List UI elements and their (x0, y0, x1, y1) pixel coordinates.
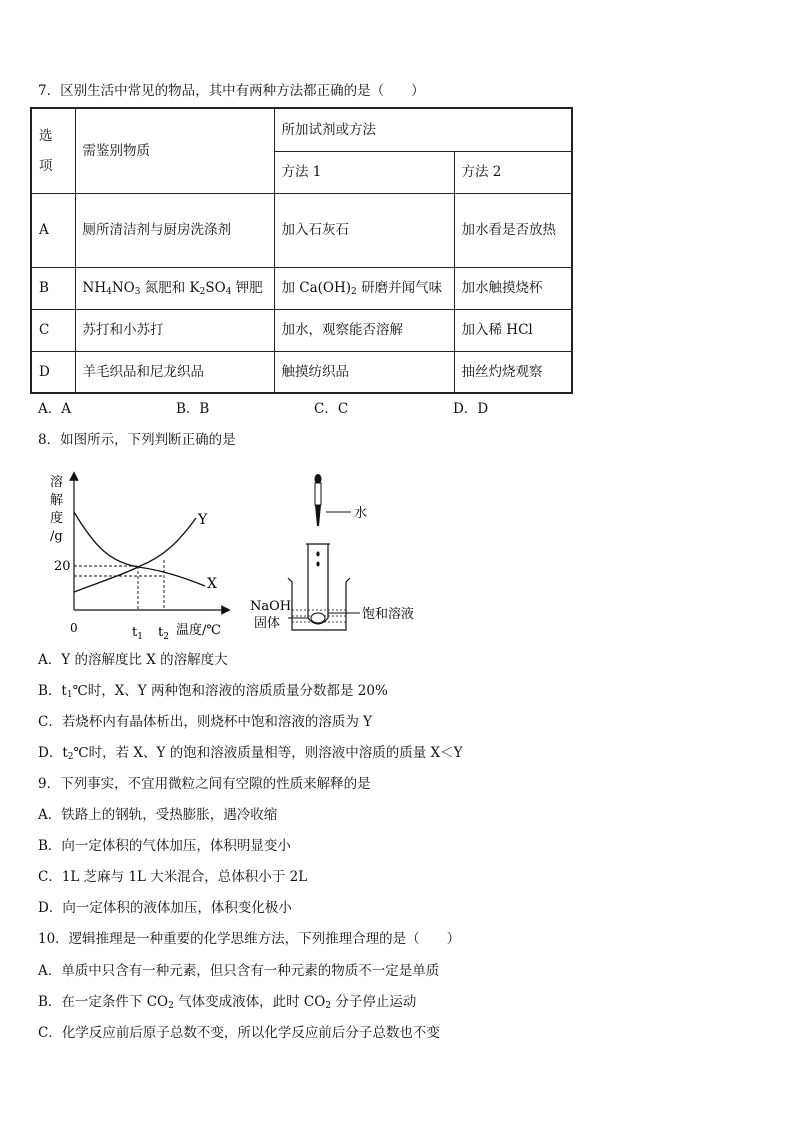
q7-row-c-option: C (31, 309, 75, 351)
q7-table (30, 107, 573, 394)
q7-row-a-method1: 加入石灰石 (274, 193, 454, 267)
q7-option-b: B．B (176, 401, 210, 417)
q7-row-d-option: D (31, 351, 75, 393)
table-row (31, 309, 572, 351)
q7-stem: 7．区别生活中常见的物品，其中有两种方法都正确的是（ ） (38, 83, 425, 99)
solubility-graph (40, 462, 240, 642)
naoh-label-1: NaOH (250, 599, 292, 614)
q7-header-method2: 方法 2 (454, 151, 572, 193)
solution-label: 饱和溶液 (362, 607, 415, 622)
q7-row-b-substance: $NH_4NO_3$ 氮肥和 $K_2SO_4$ 钾肥 (75, 267, 274, 309)
q7-header-substance: 需鉴别物质 (75, 108, 274, 193)
q7-header-method1: 方法 1 (274, 151, 454, 193)
drop-1 (316, 552, 319, 557)
q7-row-d-substance: 羊毛织品和尼龙织品 (75, 351, 274, 393)
q7-row-d-method2: 抽丝灼烧观察 (454, 351, 572, 393)
curve-x (74, 512, 205, 586)
table-row (31, 351, 572, 393)
naoh-label-2: 固体 (254, 616, 281, 631)
q7-row-a-option: A (31, 193, 75, 267)
graph-ylabel-1: 溶 (50, 475, 64, 490)
naoh-solid (311, 613, 325, 623)
q8-option-d: D．$t_2℃$时，若 X、Y 的饱和溶液质量相等，则溶液中溶质的质量 X＜Y (38, 745, 463, 762)
q9-option-c: C．1L 芝麻与 1L 大米混合，总体积小于 2L (38, 869, 308, 885)
q7-row-c-substance: 苏打和小苏打 (75, 309, 274, 351)
dropper-tube (315, 505, 321, 526)
q8-option-a: A．Y 的溶解度比 X 的溶解度大 (38, 652, 228, 668)
q7-row-b-method1: 加 $Ca(OH)_2$ 研磨并闻气味 (274, 267, 454, 309)
table-row (31, 193, 572, 267)
q8-option-b: B．$t_1℃$时，X、Y 两种饱和溶液的溶质质量分数都是 20% (38, 683, 388, 700)
table-row (31, 267, 572, 309)
graph-origin: 0 (70, 621, 78, 635)
q7-row-a-method2: 加水看是否放热 (454, 193, 572, 267)
q9-option-d: D．向一定体积的液体加压，体积变化极小 (38, 900, 292, 916)
q10-stem: 10．逻辑推理是一种重要的化学思维方法，下列推理合理的是（ ） (38, 931, 461, 947)
q7-row-c-method2: 加入稀 HCl (454, 309, 572, 351)
q8-option-c: C．若烧杯内有晶体析出，则烧杯中饱和溶液的溶质为 Y (38, 714, 373, 730)
q7-option-d: D．D (453, 401, 489, 417)
water-label: 水 (354, 506, 368, 521)
q7-header-method-group: 所加试剂或方法 (274, 108, 572, 151)
q8-stem: 8．如图所示，下列判断正确的是 (38, 432, 236, 448)
q10-option-a: A．单质中只含有一种元素，但只含有一种元素的物质不一定是单质 (38, 963, 440, 979)
graph-ylabel-2: 解 (50, 493, 64, 508)
q10-option-c: C．化学反应前后原子总数不变，所以化学反应前后分子总数也不变 (38, 1025, 440, 1041)
graph-ylabel-3: 度 (50, 511, 64, 526)
curve-x-label: X (207, 576, 217, 592)
q9-option-b: B．向一定体积的气体加压，体积明显变小 (38, 838, 291, 854)
q7-row-b-method2: 加水触摸烧杯 (454, 267, 572, 309)
graph-t2: $t_2$ (158, 625, 169, 642)
beaker-apparatus (246, 468, 436, 638)
curve-y (74, 518, 196, 592)
q7-row-d-method1: 触摸纺织品 (274, 351, 454, 393)
drop-2 (316, 562, 319, 567)
graph-t1: $t_1$ (132, 625, 143, 642)
q7-option-a: A．A (38, 401, 71, 417)
graph-ylabel-4: /g (50, 529, 63, 544)
q7-header-option: 选 项 (31, 108, 75, 193)
q10-option-b: B．在一定条件下 $CO_2$ 气体变成液体，此时 $CO_2$ 分子停止运动 (38, 994, 417, 1011)
dropper-neck (315, 483, 321, 505)
graph-xlabel: 温度/℃ (176, 623, 221, 638)
curve-y-label: Y (198, 512, 208, 528)
graph-y-tick-20: 20 (54, 559, 71, 574)
q7-row-c-method1: 加水，观察能否溶解 (274, 309, 454, 351)
q7-row-a-substance: 厕所清洁剂与厨房洗涤剂 (75, 193, 274, 267)
q9-option-a: A．铁路上的钢轨，受热膨胀，遇冷收缩 (38, 807, 278, 823)
q7-option-c: C．C (314, 401, 349, 417)
q9-stem: 9．下列事实，不宜用微粒之间有空隙的性质来解释的是 (38, 776, 371, 792)
q7-row-b-option: B (31, 267, 75, 309)
